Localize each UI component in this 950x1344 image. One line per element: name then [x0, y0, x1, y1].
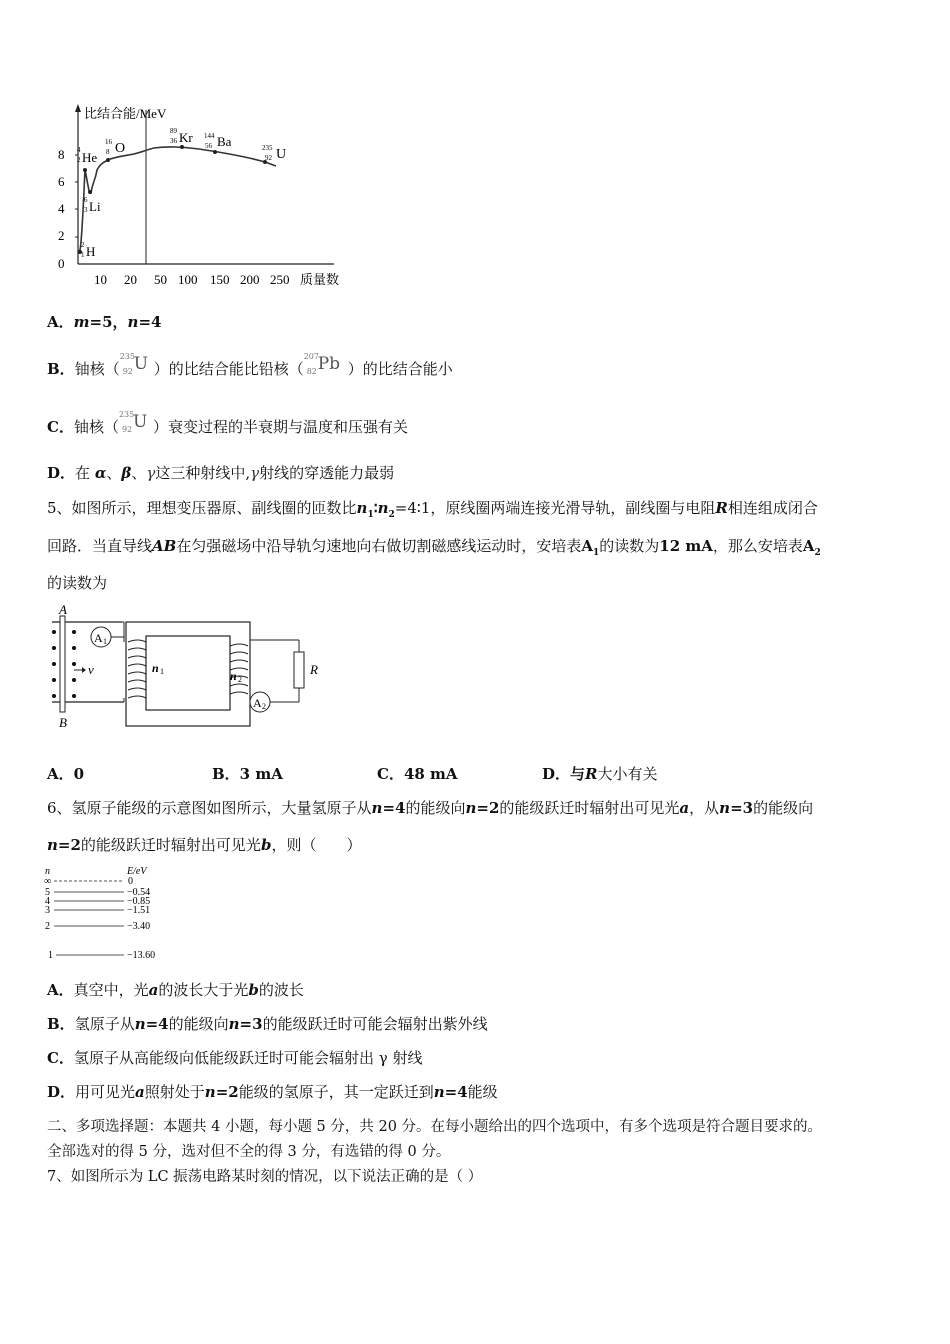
svg-text:U: U — [276, 147, 287, 162]
q5-option-b: B．3 mA — [212, 765, 283, 783]
svg-text:1: 1 — [81, 251, 85, 259]
level-label: 2 — [45, 921, 50, 932]
level-label: 4 — [45, 896, 50, 907]
svg-text:2: 2 — [262, 702, 266, 711]
svg-text:235: 235 — [262, 144, 273, 152]
svg-text:n: n — [45, 866, 50, 877]
y-tick: 8 — [58, 147, 65, 162]
label-o — [105, 138, 125, 156]
label-he — [77, 146, 97, 165]
q5-stem-line2: 回路．当直导线AB在匀强磁场中沿导轨匀速地向右做切割磁感线运动时，安培表$A_1$的读数为12 mA，那么安培表$A_2$ — [47, 537, 821, 558]
x-tick: 150 — [210, 272, 230, 287]
y-axis-label: 比结合能/MeV — [84, 106, 167, 121]
q6-option-a: A．真空中，光a的波长大于光b的波长 — [47, 981, 304, 999]
x-axis-label: 质量数 — [300, 272, 340, 287]
primary-coil — [128, 640, 146, 698]
x-tick: 20 — [124, 272, 137, 287]
q6-option-b: B．氢原子从n=4的能级向n=3的能级跃迁时可能会辐射出紫外线 — [47, 1015, 488, 1033]
level-label: ∞ — [44, 876, 52, 887]
y-tick: 4 — [58, 201, 65, 216]
svg-text:2: 2 — [81, 241, 85, 249]
label-v: v — [88, 662, 94, 677]
svg-text:89: 89 — [170, 127, 177, 135]
svg-text:n: n — [230, 669, 237, 683]
y-tick: 2 — [58, 228, 65, 243]
svg-text:n: n — [152, 661, 159, 675]
svg-text:A: A — [94, 631, 103, 645]
label-h — [81, 241, 95, 259]
svg-text:Li: Li — [89, 199, 101, 214]
level-energy: −3.40 — [127, 921, 151, 932]
binding-energy-curve — [78, 147, 276, 252]
q4-option-d: D．在 α、β、γ这三种射线中,γ射线的穿透能力最弱 — [47, 464, 395, 482]
svg-text:6: 6 — [84, 196, 88, 204]
rod-ab — [60, 616, 65, 712]
y-tick: 6 — [58, 174, 65, 189]
q6-option-c: C．氢原子从高能级向低能级跃迁时可能会辐射出 γ 射线 — [47, 1049, 423, 1067]
svg-text:R: R — [310, 662, 318, 677]
svg-text:3: 3 — [84, 206, 88, 214]
binding-energy-chart — [44, 100, 364, 300]
level-energy: −0.54 — [127, 887, 151, 898]
q4-option-b: B．铀核（ 235 92 U ）的比结合能比铅核（ 207 82 Pb ）的比结合能小 — [47, 356, 453, 382]
q4-option-a: A．m=5，n=4 — [47, 313, 162, 331]
svg-text:56: 56 — [205, 142, 212, 150]
svg-text:2: 2 — [77, 156, 81, 164]
level-energy: 0 — [128, 876, 133, 887]
uranium-symbol: 235 92 U — [118, 410, 148, 434]
transformer-diagram — [44, 602, 344, 732]
q6-stem-line1: 6、氢原子能级的示意图如图所示，大量氢原子从n=4的能级向n=2的能级跃迁时辐射出可见光a，从n=3的能级向 — [47, 799, 814, 817]
svg-text:16: 16 — [105, 138, 112, 146]
q5-stem-line1: 5、如图所示，理想变压器原、副线圈的匝数比$n_1∶n_2=4∶1$，原线圈两端连接光滑导轨，副线圈与电阻R相连组成闭合 — [47, 499, 818, 520]
label-li — [84, 196, 101, 214]
q5-option-a: A．0 — [47, 765, 85, 783]
q6-option-d: D．用可见光a照射处于n=2能级的氢原子，其一定跃迁到n=4能级 — [47, 1083, 498, 1101]
label-b: B — [59, 715, 67, 730]
svg-text:92: 92 — [265, 154, 272, 162]
level-energy: −0.85 — [127, 896, 151, 907]
svg-text:Ba: Ba — [217, 134, 232, 149]
section2-heading-line1: 二、多项选择题：本题共 4 小题，每小题 5 分，共 20 分。在每小题给出的四个选项中，有多个选项是符合题目要求的。 — [47, 1119, 823, 1135]
q5-stem-line3: 的读数为 — [47, 574, 108, 592]
level-label: 3 — [45, 905, 50, 916]
x-tick: 200 — [240, 272, 260, 287]
label-a: A — [59, 602, 67, 617]
svg-text:H: H — [86, 244, 96, 259]
y-tick: 0 — [58, 256, 65, 271]
level-label: 1 — [48, 950, 53, 961]
svg-text:8: 8 — [106, 148, 110, 156]
uranium-symbol: 235 92 U — [119, 352, 149, 376]
svg-text:1: 1 — [103, 637, 107, 646]
svg-text:144: 144 — [204, 132, 215, 140]
svg-text:2: 2 — [238, 675, 242, 684]
lead-symbol: 207 82 Pb — [303, 352, 341, 376]
svg-text:A: A — [253, 696, 262, 710]
x-tick: 100 — [178, 272, 198, 287]
level-label: 5 — [45, 887, 50, 898]
q6-stem-line2: n=2的能级跃迁时辐射出可见光b，则（ ） — [47, 836, 362, 854]
svg-text:He: He — [82, 150, 98, 165]
label-u — [262, 144, 286, 162]
level-energy: −13.60 — [127, 950, 156, 961]
svg-text:1: 1 — [160, 667, 164, 676]
svg-text:O: O — [115, 141, 126, 156]
svg-text:36: 36 — [170, 137, 177, 145]
x-tick: 250 — [270, 272, 290, 287]
q5-option-d: D．与R大小有关 — [542, 765, 658, 783]
section2-heading-line2: 全部选对的得 5 分，选对但不全的得 3 分，有选错的得 0 分。 — [47, 1144, 451, 1160]
svg-text:E/eV: E/eV — [127, 866, 147, 877]
level-energy: −1.51 — [127, 905, 151, 916]
x-tick: 10 — [94, 272, 107, 287]
svg-text:4: 4 — [77, 146, 81, 154]
q4-option-c: C．铀核（ 235 92 U ）衰变过程的半衰期与温度和压强有关 — [47, 414, 408, 440]
energy-level-diagram — [44, 862, 184, 966]
label-kr — [170, 127, 193, 145]
q5-option-c: C．48 mA — [377, 765, 458, 783]
resistor — [294, 652, 304, 688]
svg-text:Kr: Kr — [179, 130, 193, 145]
q7-stem: 7、如图所示为 LC 振荡电路某时刻的情况，以下说法正确的是（ ） — [47, 1169, 483, 1185]
label-ba — [204, 132, 232, 150]
x-tick: 50 — [154, 272, 167, 287]
